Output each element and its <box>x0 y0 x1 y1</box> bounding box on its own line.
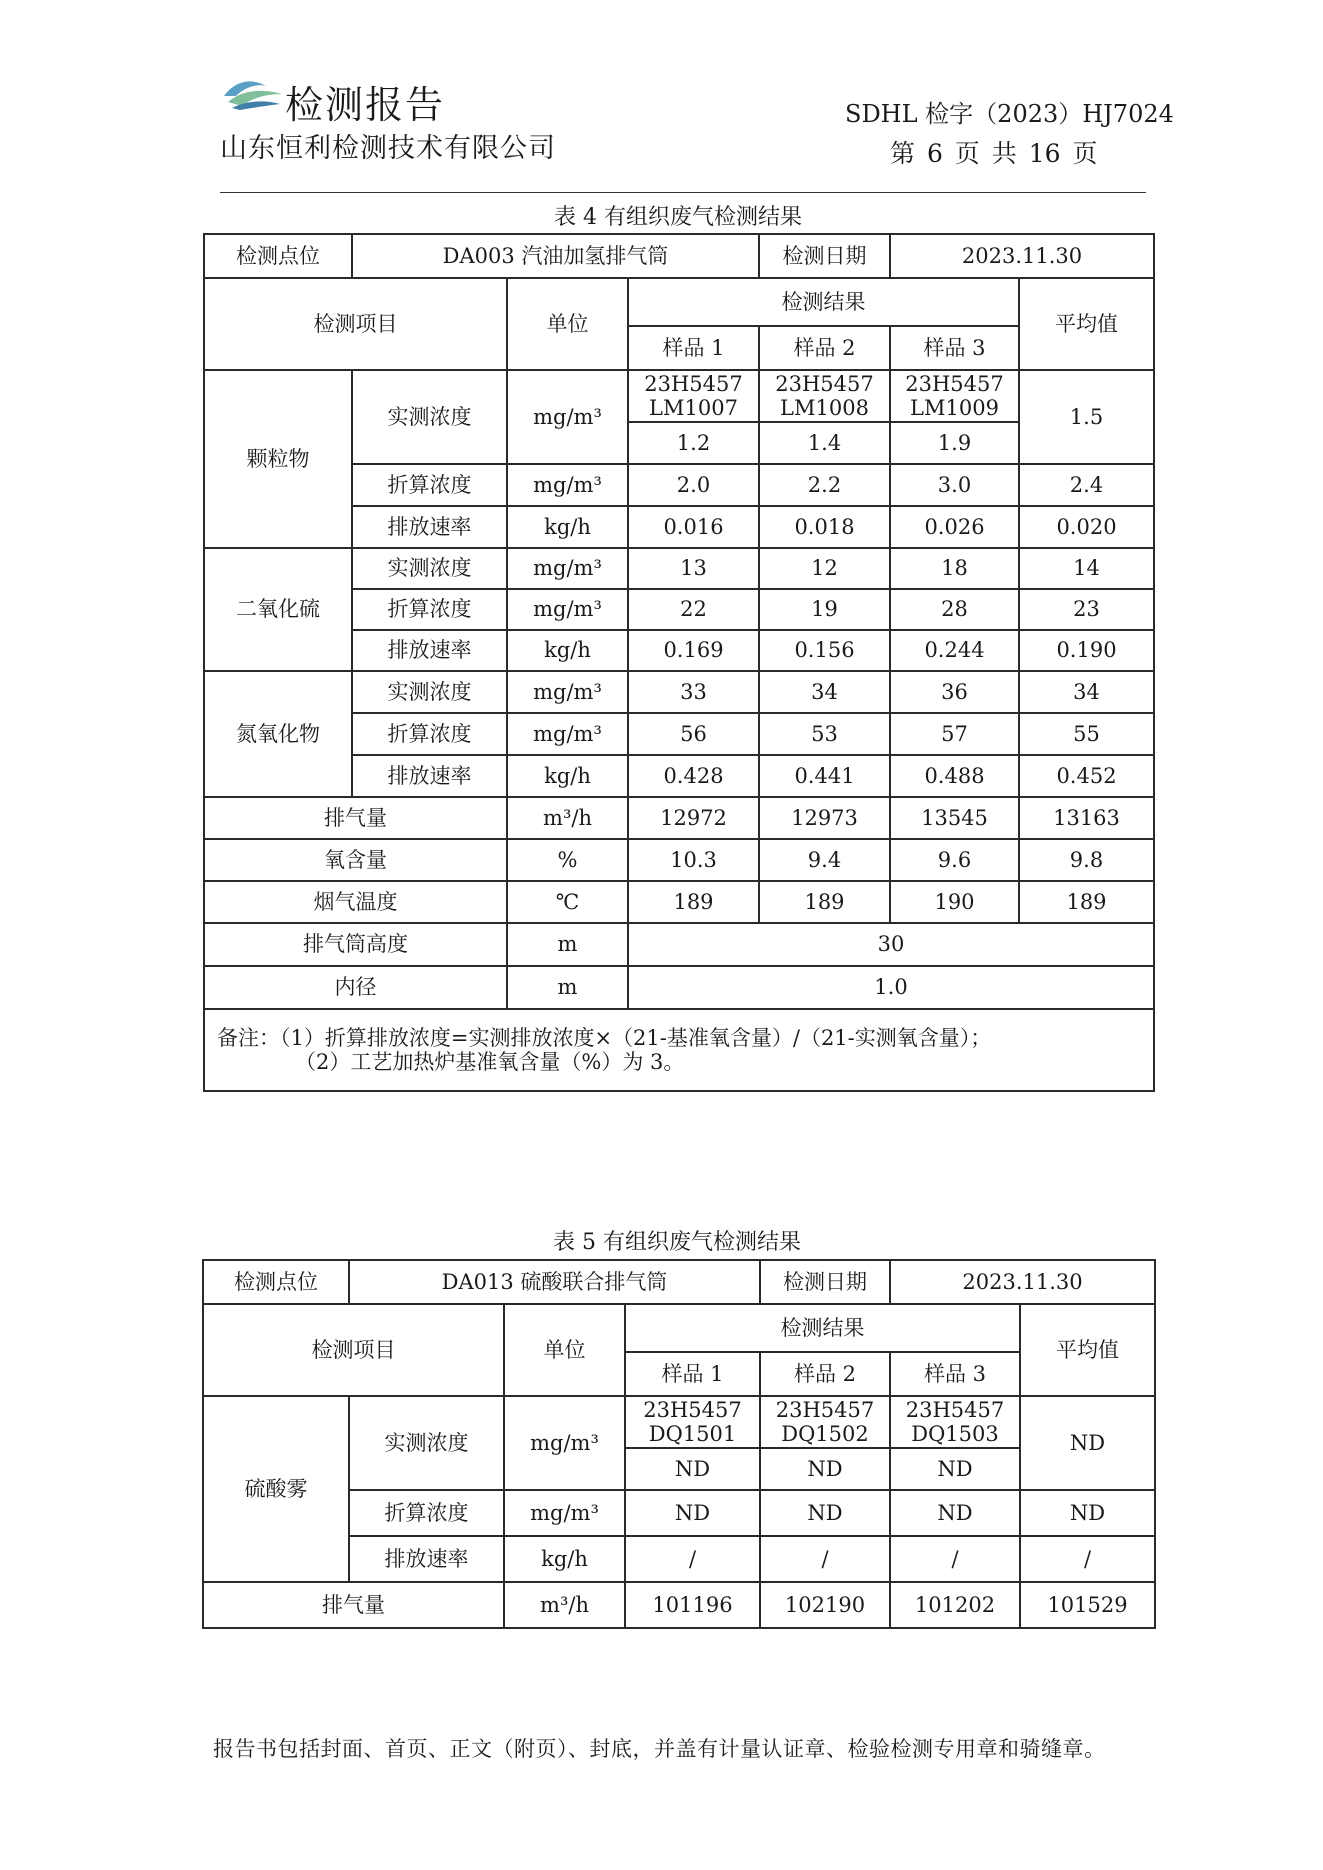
unit: mg/m³ <box>507 370 628 464</box>
avg-value: 55 <box>1019 713 1154 755</box>
avg-value: 1.5 <box>1019 370 1154 464</box>
col-header-avg: 平均值 <box>1019 278 1154 370</box>
unit: % <box>507 839 628 881</box>
unit: m <box>507 966 628 1009</box>
table4-note <box>204 1009 1154 1091</box>
report-title: 检测报告 <box>285 83 446 127</box>
value-cell: 12973 <box>759 797 890 839</box>
sample-header: 样品 2 <box>759 326 890 370</box>
item-name: 内径 <box>204 966 507 1009</box>
table4-caption: 表 4 有组织废气检测结果 <box>554 205 802 230</box>
value-cell: 57 <box>890 713 1019 755</box>
item-name: 折算浓度 <box>352 464 507 506</box>
item-name: 排气筒高度 <box>204 923 507 966</box>
date-value: 2023.11.30 <box>890 234 1154 278</box>
unit: m³/h <box>504 1582 625 1628</box>
item-name: 排放速率 <box>352 506 507 548</box>
header-divider <box>220 192 1146 193</box>
item-name: 排放速率 <box>352 755 507 797</box>
table-row <box>204 370 1154 422</box>
unit: ℃ <box>507 881 628 923</box>
item-name: 氧含量 <box>204 839 507 881</box>
value-cell: 0.016 <box>628 506 759 548</box>
sample-header: 样品 1 <box>628 326 759 370</box>
unit: mg/m³ <box>504 1490 625 1536</box>
value-cell: 12972 <box>628 797 759 839</box>
value-cell: 22 <box>628 589 759 630</box>
item-name: 折算浓度 <box>352 589 507 630</box>
col-header-result: 检测结果 <box>625 1304 1020 1352</box>
value-cell: ND <box>760 1490 890 1536</box>
wave-logo-icon <box>222 72 284 112</box>
value-cell: ND <box>890 1448 1020 1490</box>
sample-id: 23H5457 DQ1502 <box>760 1396 890 1448</box>
value-cell: 13545 <box>890 797 1019 839</box>
value-cell: 1.9 <box>890 422 1019 464</box>
point-label: 检测点位 <box>204 234 352 278</box>
point-value: DA003 汽油加氢排气筒 <box>352 234 759 278</box>
value-cell: 190 <box>890 881 1019 923</box>
group-name: 氮氧化物 <box>204 671 352 797</box>
value-cell: / <box>890 1536 1020 1582</box>
table-row <box>203 1260 1155 1304</box>
sample-id: 23H5457 DQ1503 <box>890 1396 1020 1448</box>
table-row <box>204 278 1154 326</box>
item-name: 实测浓度 <box>352 548 507 589</box>
value-cell: 9.4 <box>759 839 890 881</box>
avg-value: 34 <box>1019 671 1154 713</box>
avg-value: 0.020 <box>1019 506 1154 548</box>
value-cell: 101202 <box>890 1582 1020 1628</box>
sample-id: 23H5457 DQ1501 <box>625 1396 760 1448</box>
value-cell: 189 <box>628 881 759 923</box>
item-name: 实测浓度 <box>352 671 507 713</box>
table-row <box>204 234 1154 278</box>
document-number: SDHL 检字（2023）HJ7024 <box>845 100 1174 128</box>
value-cell: 33 <box>628 671 759 713</box>
company-name: 山东恒利检测技术有限公司 <box>220 133 556 164</box>
unit: mg/m³ <box>504 1396 625 1490</box>
merged-value: 30 <box>628 923 1154 966</box>
unit: kg/h <box>507 755 628 797</box>
value-cell: 18 <box>890 548 1019 589</box>
sample-id: 23H5457 LM1007 <box>628 370 759 422</box>
item-name: 折算浓度 <box>352 713 507 755</box>
sample-header: 样品 1 <box>625 1352 760 1396</box>
avg-value: 189 <box>1019 881 1154 923</box>
unit: mg/m³ <box>507 713 628 755</box>
avg-value: ND <box>1020 1490 1155 1536</box>
merged-value: 1.0 <box>628 966 1154 1009</box>
date-label: 检测日期 <box>759 234 890 278</box>
sample-header: 样品 2 <box>760 1352 890 1396</box>
item-name: 排气量 <box>204 797 507 839</box>
date-value: 2023.11.30 <box>890 1260 1155 1304</box>
avg-value: ND <box>1020 1396 1155 1490</box>
avg-value: 13163 <box>1019 797 1154 839</box>
value-cell: 56 <box>628 713 759 755</box>
sample-id: 23H5457 LM1009 <box>890 370 1019 422</box>
table-row <box>204 839 1154 881</box>
note-line-2: （2）工艺加热炉基准氧含量（%）为 3。 <box>295 1050 685 1074</box>
unit: kg/h <box>507 506 628 548</box>
value-cell: ND <box>625 1448 760 1490</box>
col-header-avg: 平均值 <box>1020 1304 1155 1396</box>
value-cell: 9.6 <box>890 839 1019 881</box>
table-row <box>203 1582 1155 1628</box>
col-header-result: 检测结果 <box>628 278 1019 326</box>
value-cell: ND <box>760 1448 890 1490</box>
value-cell: 102190 <box>760 1582 890 1628</box>
table-row <box>204 797 1154 839</box>
value-cell: 19 <box>759 589 890 630</box>
avg-value: 9.8 <box>1019 839 1154 881</box>
value-cell: 13 <box>628 548 759 589</box>
value-cell: 189 <box>759 881 890 923</box>
sample-header: 样品 3 <box>890 326 1019 370</box>
item-name: 折算浓度 <box>349 1490 504 1536</box>
table-row <box>204 881 1154 923</box>
value-cell: 0.026 <box>890 506 1019 548</box>
unit: m³/h <box>507 797 628 839</box>
table-row <box>204 966 1154 1009</box>
avg-value: 0.452 <box>1019 755 1154 797</box>
group-name: 颗粒物 <box>204 370 352 548</box>
unit: mg/m³ <box>507 464 628 506</box>
footer-note: 报告书包括封面、首页、正文（附页）、封底，并盖有计量认证章、检验检测专用章和骑缝章。 <box>213 1737 1106 1761</box>
value-cell: 0.244 <box>890 630 1019 671</box>
avg-value: 0.190 <box>1019 630 1154 671</box>
group-name: 二氧化硫 <box>204 548 352 671</box>
value-cell: ND <box>890 1490 1020 1536</box>
value-cell: 1.4 <box>759 422 890 464</box>
item-name: 排气量 <box>203 1582 504 1628</box>
unit: kg/h <box>507 630 628 671</box>
value-cell: 0.441 <box>759 755 890 797</box>
table-row <box>204 671 1154 713</box>
table5 <box>202 1259 1156 1629</box>
avg-value: 23 <box>1019 589 1154 630</box>
item-name: 烟气温度 <box>204 881 507 923</box>
item-name: 实测浓度 <box>352 370 507 464</box>
item-name: 排放速率 <box>352 630 507 671</box>
table4 <box>203 233 1155 1092</box>
col-header-unit: 单位 <box>507 278 628 370</box>
note-line-1: 备注：（1）折算排放浓度=实测排放浓度×（21-基准氧含量）/（21-实测氧含量）； <box>217 1025 992 1050</box>
point-label: 检测点位 <box>203 1260 349 1304</box>
table-row <box>204 1009 1154 1091</box>
value-cell: 0.018 <box>759 506 890 548</box>
avg-value: 14 <box>1019 548 1154 589</box>
value-cell: 10.3 <box>628 839 759 881</box>
unit: mg/m³ <box>507 589 628 630</box>
sample-header: 样品 3 <box>890 1352 1020 1396</box>
table-row <box>204 923 1154 966</box>
item-name: 排放速率 <box>349 1536 504 1582</box>
value-cell: 53 <box>759 713 890 755</box>
page-number: 第 6 页 共 16 页 <box>890 139 1098 168</box>
table5-caption: 表 5 有组织废气检测结果 <box>553 1230 801 1255</box>
value-cell: 36 <box>890 671 1019 713</box>
unit: mg/m³ <box>507 548 628 589</box>
value-cell: 2.2 <box>759 464 890 506</box>
unit: mg/m³ <box>507 671 628 713</box>
item-name: 实测浓度 <box>349 1396 504 1490</box>
unit: m <box>507 923 628 966</box>
table-row <box>204 548 1154 589</box>
avg-value: 101529 <box>1020 1582 1155 1628</box>
avg-value: 2.4 <box>1019 464 1154 506</box>
col-header-item: 检测项目 <box>203 1304 504 1396</box>
value-cell: 28 <box>890 589 1019 630</box>
value-cell: 34 <box>759 671 890 713</box>
value-cell: / <box>625 1536 760 1582</box>
value-cell: 0.169 <box>628 630 759 671</box>
value-cell: 2.0 <box>628 464 759 506</box>
value-cell: 0.156 <box>759 630 890 671</box>
value-cell: 1.2 <box>628 422 759 464</box>
avg-value: / <box>1020 1536 1155 1582</box>
unit: kg/h <box>504 1536 625 1582</box>
sample-id: 23H5457 LM1008 <box>759 370 890 422</box>
value-cell: 12 <box>759 548 890 589</box>
col-header-unit: 单位 <box>504 1304 625 1396</box>
table-row <box>203 1304 1155 1352</box>
col-header-item: 检测项目 <box>204 278 507 370</box>
value-cell: ND <box>625 1490 760 1536</box>
table-row <box>203 1396 1155 1448</box>
group-name: 硫酸雾 <box>203 1396 349 1582</box>
value-cell: 0.488 <box>890 755 1019 797</box>
point-value: DA013 硫酸联合排气筒 <box>349 1260 760 1304</box>
date-label: 检测日期 <box>760 1260 890 1304</box>
value-cell: 0.428 <box>628 755 759 797</box>
value-cell: 3.0 <box>890 464 1019 506</box>
value-cell: / <box>760 1536 890 1582</box>
value-cell: 101196 <box>625 1582 760 1628</box>
